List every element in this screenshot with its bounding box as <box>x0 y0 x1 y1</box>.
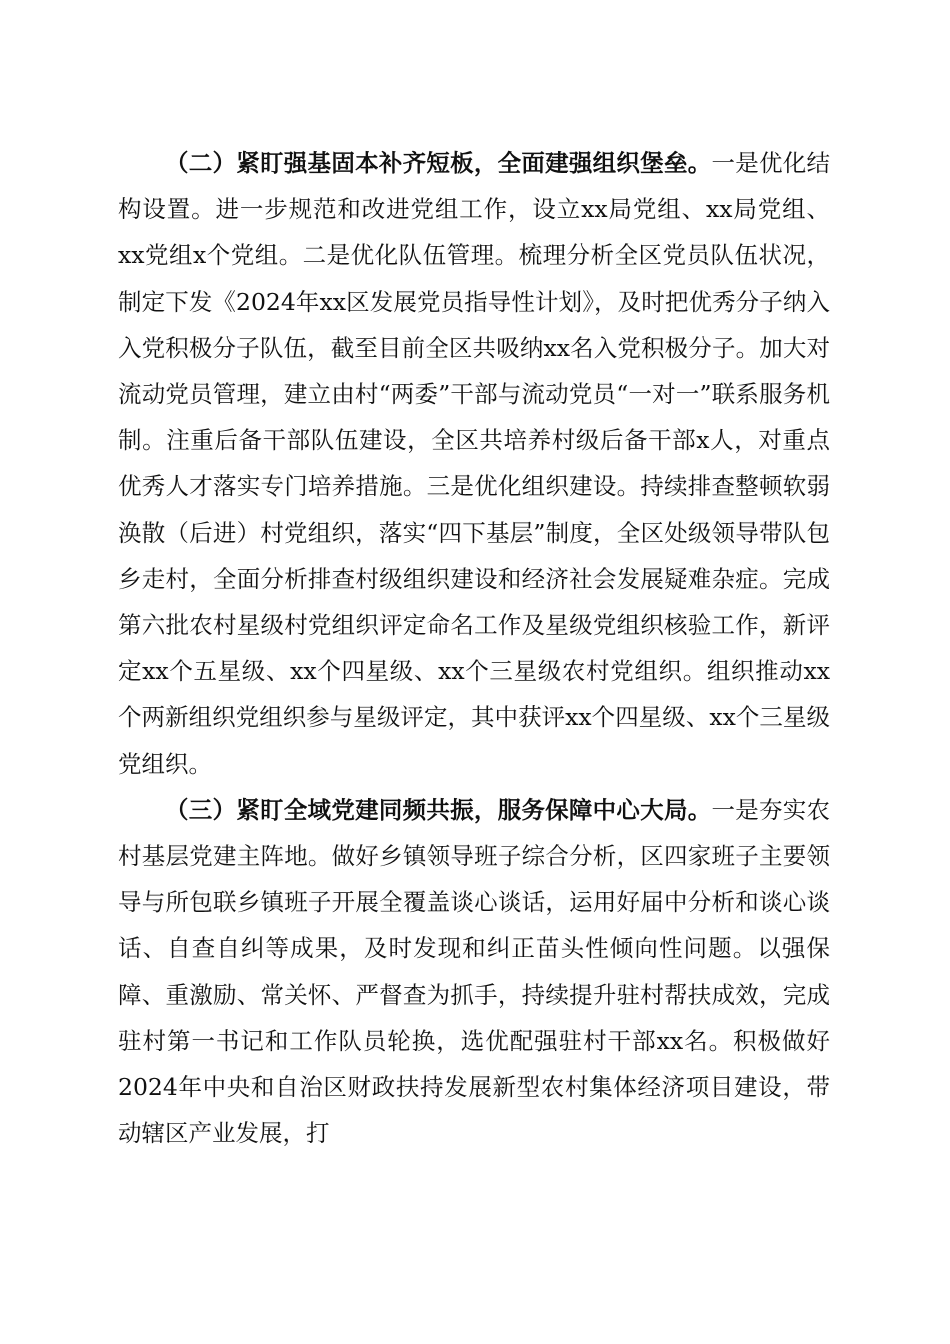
section-3-body: 一是夯实农村基层党建主阵地。做好乡镇领导班子综合分析，区四家班子主要领导与所包联乡镇班子开展全覆盖谈心谈话，运用好届中分析和谈心谈话、自查自纠等成果，及时发现和纠正苗头性倾向性问题。以强保障、重激励、常关怀、严督查为抓手，持续提升驻村帮扶成效，完成驻村第一书记和工作队员轮换，选优配强驻村干部xx名。积极做好2024年中央和自治区财政扶持发展新型农村集体经济项目建设，带动辖区产业发展，打 <box>118 795 831 1148</box>
section-2-heading: （二）紧盯强基固本补齐短板，全面建强组织堡垒。 <box>165 149 712 177</box>
paragraph-section-3 <box>118 787 830 1157</box>
document-page <box>118 140 830 1156</box>
section-3-heading: （三）紧盯全域党建同频共振，服务保障中心大局。 <box>165 795 712 824</box>
paragraph-section-2 <box>118 140 830 787</box>
section-2-body: 一是优化结构设置。进一步规范和改进党组工作，设立xx局党组、xx局党组、xx党组x个党组。二是优化队伍管理。梳理分析全区党员队伍状况，制定下发《2024年xx区发展党员指导性计划》，及时把优秀分子纳入入党积极分子队伍，截至目前全区共吸纳xx名入党积极分子。加大对流动党员管理，建立由村“两委”干部与流动党员“一对一”联系服务机制。注重后备干部队伍建设，全区共培养村级后备干部x人，对重点优秀人才落实专门培养措施。三是优化组织建设。持续排查整顿软弱涣散（后进）村党组织，落实“四下基层”制度，全区处级领导带队包乡走村，全面分析排查村级组织建设和经济社会发展疑难杂症。完成第六批农村星级村党组织评定命名工作及星级党组织核验工作，新评定xx个五星级、xx个四星级、xx个三星级农村党组织。组织推动xx个两新组织党组织参与星级评定，其中获评xx个四星级、xx个三星级党组织。 <box>118 149 831 778</box>
